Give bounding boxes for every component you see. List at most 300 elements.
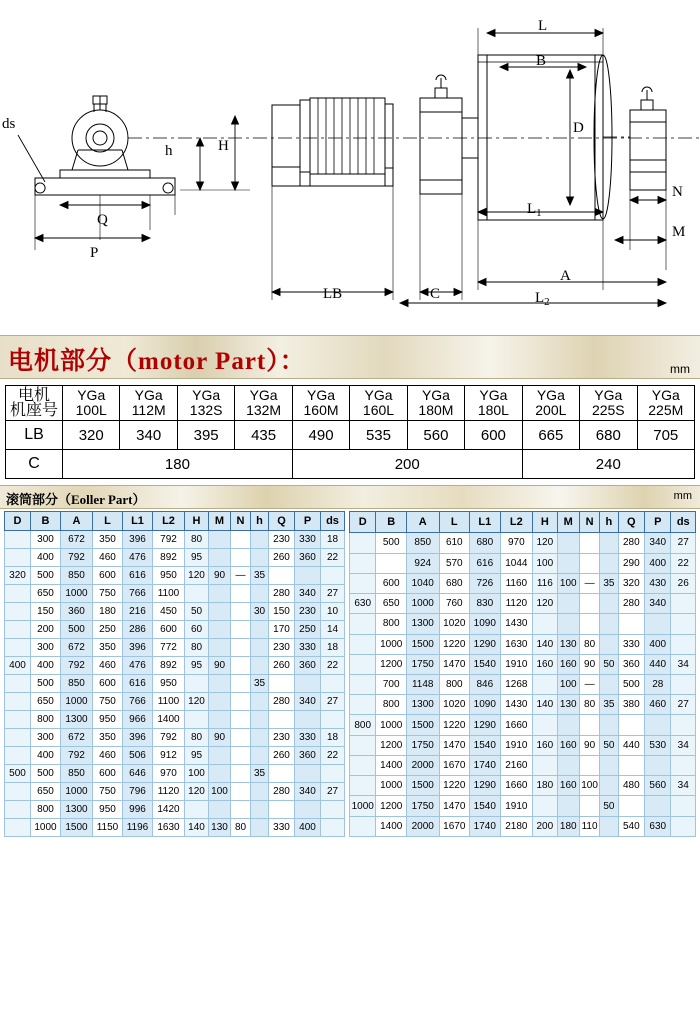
roller-right-r4-c11 (645, 614, 671, 634)
roller-left-r2-c2: 850 (61, 567, 93, 585)
roller-left-r2-c3: 600 (93, 567, 123, 585)
roller-left-r14-c12: 27 (321, 783, 345, 801)
roller-left-r0-c6: 80 (185, 531, 209, 549)
roller-left-r5-c9 (251, 621, 269, 639)
roller-right-r5-c4: 1290 (470, 634, 501, 654)
roller-right-r14-c12 (671, 816, 696, 836)
roller-right-r6-c6: 160 (533, 654, 557, 674)
roller-left-r0-c8 (231, 531, 251, 549)
roller-left-r4-c0 (5, 603, 31, 621)
roller-right-r3-c3: 760 (439, 594, 470, 614)
roller-left-r15-c4: 996 (123, 801, 153, 819)
roller-right-r14-c6: 200 (533, 816, 557, 836)
roller-left-r1-c6: 95 (185, 549, 209, 567)
roller-left-r13-c10 (269, 765, 295, 783)
roller-right-r4-c0 (350, 614, 376, 634)
roller-right-r14-c9 (600, 816, 618, 836)
label-C: C (430, 286, 441, 302)
table-row (5, 693, 345, 711)
roller-left-r0-c7 (209, 531, 231, 549)
roller-right-header-p: P (645, 512, 671, 533)
roller-left-r6-c9 (251, 639, 269, 657)
roller-left-r14-c10: 280 (269, 783, 295, 801)
roller-right-header-q: Q (618, 512, 644, 533)
roller-left-r15-c1: 800 (31, 801, 61, 819)
table-row-header (5, 512, 345, 531)
roller-left-header-b: B (31, 512, 61, 531)
roller-right-r13-c2: 1750 (406, 796, 439, 816)
roller-left-r5-c1: 200 (31, 621, 61, 639)
roller-left-r10-c0 (5, 711, 31, 729)
roller-right-r7-c4: 846 (470, 675, 501, 695)
roller-right-header-h: H (533, 512, 557, 533)
roller-left-r9-c0 (5, 693, 31, 711)
motor-lb-6: 560 (407, 421, 464, 450)
roller-left-r11-c6: 80 (185, 729, 209, 747)
table-row (5, 567, 345, 585)
roller-left-r11-c2: 672 (61, 729, 93, 747)
roller-right-r14-c11: 630 (645, 816, 671, 836)
roller-left-r12-c12: 22 (321, 747, 345, 765)
roller-right-r5-c7: 130 (557, 634, 579, 654)
motor-lb-4: 490 (292, 421, 349, 450)
table-row (5, 819, 345, 837)
roller-right-r5-c2: 1500 (406, 634, 439, 654)
roller-left-r10-c5: 1400 (153, 711, 185, 729)
roller-right-r3-c9 (600, 594, 618, 614)
roller-right-r5-c1: 1000 (376, 634, 407, 654)
motor-col-0: YGa 100L (63, 386, 120, 421)
label-B: B (536, 53, 547, 69)
roller-left-r6-c1: 300 (31, 639, 61, 657)
roller-left-r3-c4: 766 (123, 585, 153, 603)
roller-left-r9-c6: 120 (185, 693, 209, 711)
roller-left-r11-c8 (231, 729, 251, 747)
roller-left-r13-c9: 35 (251, 765, 269, 783)
roller-right-r14-c1: 1400 (376, 816, 407, 836)
roller-right-r7-c3: 800 (439, 675, 470, 695)
roller-right-r7-c10: 500 (618, 675, 644, 695)
roller-right-r12-c6: 180 (533, 776, 557, 796)
roller-left-r14-c4: 796 (123, 783, 153, 801)
roller-right-r10-c1: 1200 (376, 735, 407, 755)
roller-right-r11-c2: 2000 (406, 755, 439, 775)
roller-right-r9-c4: 1290 (470, 715, 501, 735)
roller-left-header-h: H (185, 512, 209, 531)
roller-right-r11-c6 (533, 755, 557, 775)
roller-left-r16-c9 (251, 819, 269, 837)
roller-right-header-l1: L1 (470, 512, 501, 533)
label-H: H (218, 138, 229, 154)
roller-right-r5-c10: 330 (618, 634, 644, 654)
roller-right-r1-c1 (376, 553, 407, 573)
roller-left-r14-c6: 120 (185, 783, 209, 801)
roller-left-r4-c7 (209, 603, 231, 621)
roller-right-header-m: M (557, 512, 579, 533)
roller-right-r8-c4: 1090 (470, 695, 501, 715)
roller-right-r4-c1: 800 (376, 614, 407, 634)
roller-right-r1-c9 (600, 553, 618, 573)
roller-right-r5-c8: 80 (579, 634, 599, 654)
roller-right-r10-c0 (350, 735, 376, 755)
roller-right-r7-c12 (671, 675, 696, 695)
roller-right-r8-c7: 130 (557, 695, 579, 715)
roller-right-r9-c5: 1660 (500, 715, 533, 735)
label-M: M (672, 224, 686, 240)
roller-right-r2-c12: 26 (671, 573, 696, 593)
roller-right-r11-c4: 1740 (470, 755, 501, 775)
roller-right-r3-c6: 120 (533, 594, 557, 614)
roller-right-r3-c11: 340 (645, 594, 671, 614)
roller-right-r10-c12: 34 (671, 735, 696, 755)
roller-left-r14-c7: 100 (209, 783, 231, 801)
table-row-lb (6, 421, 695, 450)
roller-left-r14-c9 (251, 783, 269, 801)
roller-left-r6-c3: 350 (93, 639, 123, 657)
roller-left-r0-c5: 792 (153, 531, 185, 549)
roller-right-header-l: L (439, 512, 470, 533)
roller-left-r5-c11: 250 (295, 621, 321, 639)
roller-right-r1-c3: 570 (439, 553, 470, 573)
motor-col-1: YGa 112M (120, 386, 177, 421)
roller-right-r4-c12 (671, 614, 696, 634)
roller-left-r10-c7 (209, 711, 231, 729)
roller-left-r3-c5: 1100 (153, 585, 185, 603)
roller-left-r11-c4: 396 (123, 729, 153, 747)
roller-left-r7-c7: 90 (209, 657, 231, 675)
motor-col-5: YGa 160L (350, 386, 407, 421)
roller-right-r13-c5: 1910 (500, 796, 533, 816)
motor-col-3: YGa 132M (235, 386, 292, 421)
table-row-header (6, 386, 695, 421)
roller-right-r2-c10: 320 (618, 573, 644, 593)
roller-left-header-n: N (231, 512, 251, 531)
motor-col-2: YGa 132S (177, 386, 234, 421)
roller-right-r14-c5: 2180 (500, 816, 533, 836)
roller-left-r12-c3: 460 (93, 747, 123, 765)
roller-left-r13-c7 (209, 765, 231, 783)
table-row (5, 585, 345, 603)
motor-lb-9: 680 (580, 421, 637, 450)
roller-left-r3-c9 (251, 585, 269, 603)
roller-left-r16-c0 (5, 819, 31, 837)
roller-left-r14-c3: 750 (93, 783, 123, 801)
roller-left-r7-c6: 95 (185, 657, 209, 675)
roller-left-r9-c11: 340 (295, 693, 321, 711)
roller-right-r8-c5: 1430 (500, 695, 533, 715)
roller-left-r0-c0 (5, 531, 31, 549)
roller-left-r5-c6: 60 (185, 621, 209, 639)
roller-right-r7-c7: 100 (557, 675, 579, 695)
roller-right-r11-c0 (350, 755, 376, 775)
roller-left-r12-c2: 792 (61, 747, 93, 765)
roller-left-r1-c7 (209, 549, 231, 567)
roller-right-r11-c9 (600, 755, 618, 775)
roller-right-r2-c8: — (579, 573, 599, 593)
table-row (5, 765, 345, 783)
roller-right-r9-c12 (671, 715, 696, 735)
roller-left-r4-c2: 360 (61, 603, 93, 621)
roller-left-r0-c12: 18 (321, 531, 345, 549)
roller-left-r13-c11 (295, 765, 321, 783)
roller-right-r3-c5: 1120 (500, 594, 533, 614)
roller-left-r0-c1: 300 (31, 531, 61, 549)
table-row (5, 603, 345, 621)
roller-left-r9-c7 (209, 693, 231, 711)
roller-left-header-l2: L2 (153, 512, 185, 531)
motor-lb-7: 600 (465, 421, 522, 450)
roller-left-r4-c6: 50 (185, 603, 209, 621)
roller-left-r11-c5: 792 (153, 729, 185, 747)
motor-col-6: YGa 180M (407, 386, 464, 421)
roller-left-r7-c12: 22 (321, 657, 345, 675)
roller-right-r12-c10: 480 (618, 776, 644, 796)
roller-right-r7-c1: 700 (376, 675, 407, 695)
table-row (350, 755, 696, 775)
roller-table-right (349, 511, 696, 837)
roller-left-r5-c4: 286 (123, 621, 153, 639)
roller-left-r7-c11: 360 (295, 657, 321, 675)
roller-left-r13-c5: 970 (153, 765, 185, 783)
roller-right-r2-c6: 116 (533, 573, 557, 593)
roller-table-left (4, 511, 345, 837)
table-row (350, 594, 696, 614)
roller-right-r12-c9 (600, 776, 618, 796)
roller-right-r7-c6 (533, 675, 557, 695)
roller-left-r4-c4: 216 (123, 603, 153, 621)
roller-left-r5-c10: 170 (269, 621, 295, 639)
roller-left-r0-c2: 672 (61, 531, 93, 549)
roller-right-r6-c7: 160 (557, 654, 579, 674)
roller-right-r9-c11 (645, 715, 671, 735)
roller-right-r11-c12 (671, 755, 696, 775)
label-Q: Q (97, 212, 108, 228)
table-row (350, 553, 696, 573)
technical-drawing (0, 0, 700, 335)
roller-right-r11-c3: 1670 (439, 755, 470, 775)
roller-left-r10-c3: 950 (93, 711, 123, 729)
roller-left-header-p: P (295, 512, 321, 531)
roller-right-r7-c5: 1268 (500, 675, 533, 695)
label-N: N (672, 184, 683, 200)
roller-right-r9-c1: 1000 (376, 715, 407, 735)
roller-left-r8-c9: 35 (251, 675, 269, 693)
roller-right-r11-c7 (557, 755, 579, 775)
roller-right-r13-c0: 1000 (350, 796, 376, 816)
motor-part-title: 电机部分（motor Part）： (8, 348, 306, 375)
roller-left-header-m: M (209, 512, 231, 531)
roller-right-r6-c3: 1470 (439, 654, 470, 674)
roller-right-r1-c10: 290 (618, 553, 644, 573)
roller-left-r9-c3: 750 (93, 693, 123, 711)
table-row (350, 796, 696, 816)
roller-right-r10-c10: 440 (618, 735, 644, 755)
motor-col-7: YGa 180L (465, 386, 522, 421)
roller-right-r9-c7 (557, 715, 579, 735)
roller-left-r13-c1: 500 (31, 765, 61, 783)
roller-left-r14-c1: 650 (31, 783, 61, 801)
roller-right-r8-c0 (350, 695, 376, 715)
label-L: L (538, 18, 548, 34)
roller-right-r2-c4: 726 (470, 573, 501, 593)
roller-left-r16-c6: 140 (185, 819, 209, 837)
motor-lb-8: 665 (522, 421, 579, 450)
roller-right-r4-c6 (533, 614, 557, 634)
label-ds: ds (2, 116, 16, 132)
roller-left-r14-c8 (231, 783, 251, 801)
roller-left-r7-c3: 460 (93, 657, 123, 675)
roller-right-r6-c1: 1200 (376, 654, 407, 674)
table-row (5, 801, 345, 819)
table-row (5, 531, 345, 549)
roller-left-r8-c12 (321, 675, 345, 693)
roller-left-r12-c8 (231, 747, 251, 765)
roller-left-r6-c12: 18 (321, 639, 345, 657)
roller-left-r15-c3: 950 (93, 801, 123, 819)
roller-right-r7-c11: 28 (645, 675, 671, 695)
roller-left-r16-c11: 400 (295, 819, 321, 837)
roller-right-r10-c5: 1910 (500, 735, 533, 755)
roller-right-r12-c12: 34 (671, 776, 696, 796)
roller-left-r0-c3: 350 (93, 531, 123, 549)
roller-right-r13-c9: 50 (600, 796, 618, 816)
roller-right-r3-c12 (671, 594, 696, 614)
roller-left-r13-c0: 500 (5, 765, 31, 783)
roller-right-r5-c6: 140 (533, 634, 557, 654)
roller-left-header-l1: L1 (123, 512, 153, 531)
roller-right-r3-c8 (579, 594, 599, 614)
roller-right-header-b: B (376, 512, 407, 533)
roller-left-r3-c1: 650 (31, 585, 61, 603)
roller-right-r1-c4: 616 (470, 553, 501, 573)
roller-left-r8-c11 (295, 675, 321, 693)
roller-right-r2-c7: 100 (557, 573, 579, 593)
roller-right-r4-c4: 1090 (470, 614, 501, 634)
roller-right-r0-c11: 340 (645, 533, 671, 553)
roller-left-r2-c6: 120 (185, 567, 209, 585)
roller-right-r11-c1: 1400 (376, 755, 407, 775)
roller-left-r4-c12: 10 (321, 603, 345, 621)
roller-left-r11-c9 (251, 729, 269, 747)
roller-left-r15-c2: 1300 (61, 801, 93, 819)
roller-left-r8-c6 (185, 675, 209, 693)
roller-right-r2-c1: 600 (376, 573, 407, 593)
roller-left-r7-c0: 400 (5, 657, 31, 675)
table-row (5, 783, 345, 801)
roller-left-r16-c4: 1196 (123, 819, 153, 837)
roller-left-r11-c11: 330 (295, 729, 321, 747)
roller-right-r0-c8 (579, 533, 599, 553)
roller-right-r4-c9 (600, 614, 618, 634)
roller-left-r0-c11: 330 (295, 531, 321, 549)
roller-left-r0-c10: 230 (269, 531, 295, 549)
roller-part-banner (0, 485, 700, 509)
roller-left-r2-c4: 616 (123, 567, 153, 585)
motor-c-0: 180 (63, 450, 293, 479)
roller-left-r1-c4: 476 (123, 549, 153, 567)
roller-right-r6-c2: 1750 (406, 654, 439, 674)
roller-right-header-h: h (600, 512, 618, 533)
roller-left-r8-c4: 616 (123, 675, 153, 693)
roller-right-r6-c5: 1910 (500, 654, 533, 674)
roller-left-r7-c1: 400 (31, 657, 61, 675)
roller-right-r9-c2: 1500 (406, 715, 439, 735)
roller-right-r5-c5: 1630 (500, 634, 533, 654)
roller-right-r12-c11: 560 (645, 776, 671, 796)
table-row (5, 675, 345, 693)
roller-left-r1-c12: 22 (321, 549, 345, 567)
roller-left-r1-c1: 400 (31, 549, 61, 567)
roller-right-r1-c7 (557, 553, 579, 573)
roller-right-r10-c3: 1470 (439, 735, 470, 755)
roller-right-r8-c1: 800 (376, 695, 407, 715)
roller-right-r5-c9 (600, 634, 618, 654)
motor-col-8: YGa 200L (522, 386, 579, 421)
roller-right-r3-c10: 280 (618, 594, 644, 614)
motor-lb-label: LB (6, 421, 63, 450)
roller-right-r12-c1: 1000 (376, 776, 407, 796)
roller-left-r5-c8 (231, 621, 251, 639)
roller-left-r12-c7 (209, 747, 231, 765)
roller-right-r9-c9 (600, 715, 618, 735)
roller-right-r12-c8: 100 (579, 776, 599, 796)
roller-left-header-q: Q (269, 512, 295, 531)
roller-left-r0-c4: 396 (123, 531, 153, 549)
roller-left-r15-c8 (231, 801, 251, 819)
roller-right-r0-c2: 850 (406, 533, 439, 553)
roller-left-r5-c12: 14 (321, 621, 345, 639)
motor-c-1: 200 (292, 450, 522, 479)
table-row (350, 533, 696, 553)
roller-right-r1-c5: 1044 (500, 553, 533, 573)
roller-left-r4-c9: 30 (251, 603, 269, 621)
roller-left-r9-c2: 1000 (61, 693, 93, 711)
roller-left-r1-c11: 360 (295, 549, 321, 567)
roller-right-r9-c0: 800 (350, 715, 376, 735)
roller-left-r3-c12: 27 (321, 585, 345, 603)
roller-right-r14-c10: 540 (618, 816, 644, 836)
roller-right-r0-c9 (600, 533, 618, 553)
motor-col-4: YGa 160M (292, 386, 349, 421)
roller-right-r14-c8: 110 (579, 816, 599, 836)
roller-left-r7-c10: 260 (269, 657, 295, 675)
roller-left-r12-c9 (251, 747, 269, 765)
roller-part-unit: mm (673, 490, 692, 502)
roller-right-r4-c5: 1430 (500, 614, 533, 634)
roller-right-r1-c12: 22 (671, 553, 696, 573)
roller-right-r1-c6: 100 (533, 553, 557, 573)
roller-left-r3-c0 (5, 585, 31, 603)
motor-lb-2: 395 (177, 421, 234, 450)
roller-right-r8-c10: 380 (618, 695, 644, 715)
roller-right-r2-c11: 430 (645, 573, 671, 593)
roller-right-r7-c0 (350, 675, 376, 695)
roller-left-r12-c10: 260 (269, 747, 295, 765)
table-row (5, 747, 345, 765)
table-row (5, 621, 345, 639)
roller-right-r0-c12: 27 (671, 533, 696, 553)
roller-part-title: 滚筒部分（Eoller Part） (6, 492, 146, 507)
roller-left-r4-c8 (231, 603, 251, 621)
roller-left-r7-c2: 792 (61, 657, 93, 675)
roller-left-r2-c7: 90 (209, 567, 231, 585)
roller-left-r6-c10: 230 (269, 639, 295, 657)
roller-right-header-ds: ds (671, 512, 696, 533)
roller-right-r2-c0 (350, 573, 376, 593)
roller-left-r2-c9: 35 (251, 567, 269, 585)
roller-right-r14-c7: 180 (557, 816, 579, 836)
roller-right-r8-c11: 460 (645, 695, 671, 715)
